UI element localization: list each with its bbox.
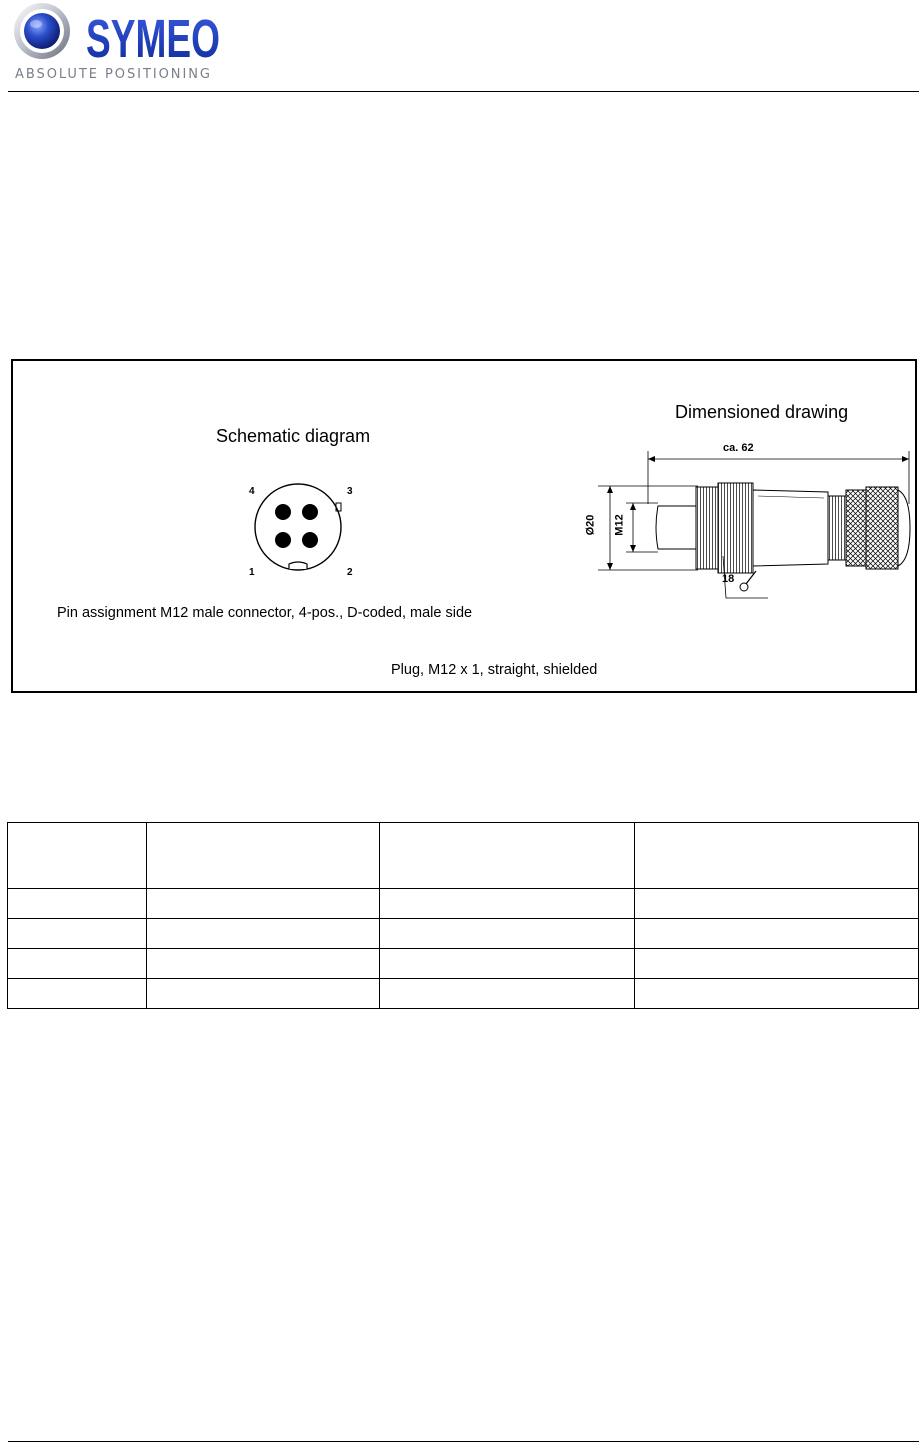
dimension-title: Dimensioned drawing (675, 402, 849, 422)
table-row (8, 949, 919, 979)
header-divider (8, 91, 919, 92)
pin-label-1: 1 (249, 567, 255, 578)
table-cell (635, 919, 919, 949)
pin-1 (275, 532, 291, 548)
pin-label-2: 2 (347, 567, 353, 578)
brand-name: SYMEO (86, 9, 220, 69)
schematic-title: Schematic diagram (216, 426, 371, 446)
table-cell (147, 889, 380, 919)
brand-tagline: ABSOLUTE POSITIONING (15, 67, 210, 82)
pin-2 (302, 532, 318, 548)
coding-notch (289, 562, 307, 569)
footer-divider (8, 1441, 919, 1442)
symeo-logo (14, 2, 229, 82)
dimensioned-drawing (588, 446, 913, 606)
pin-assignment-table (7, 822, 919, 1009)
table-cell (635, 889, 919, 919)
table-cell (8, 979, 147, 1009)
pin-4 (275, 504, 291, 520)
table-row (8, 889, 919, 919)
table-cell (8, 889, 147, 919)
wrench-dimension: 18 (722, 573, 735, 585)
table-cell (380, 889, 635, 919)
plug-caption: Plug, M12 x 1, straight, shielded (391, 662, 598, 678)
table-header-cell (8, 823, 147, 889)
table-cell (380, 919, 635, 949)
table-cell (8, 919, 147, 949)
table-row (8, 919, 919, 949)
table-cell (380, 949, 635, 979)
table-header-cell (635, 823, 919, 889)
pin-label-4: 4 (249, 486, 255, 497)
pin-assignment-caption: Pin assignment M12 male connector, 4-pos., D-coded, male side (57, 605, 473, 621)
table-cell (635, 979, 919, 1009)
table-row (8, 979, 919, 1009)
table-cell (147, 979, 380, 1009)
table-cell (147, 919, 380, 949)
length-dimension: ca. 62 (723, 442, 754, 454)
table-cell (635, 949, 919, 979)
pin-label-3: 3 (347, 486, 353, 497)
table-header-cell (380, 823, 635, 889)
symeo-logo-graphic (14, 2, 229, 82)
thread-dimension: M12 (613, 514, 626, 536)
table-header-cell (147, 823, 380, 889)
table-cell (147, 949, 380, 979)
table-cell (380, 979, 635, 1009)
pin-3 (302, 504, 318, 520)
table-cell (8, 949, 147, 979)
connector-figure (11, 359, 917, 693)
diameter-dimension: Ø20 (584, 514, 597, 536)
table-header-row (8, 823, 919, 889)
